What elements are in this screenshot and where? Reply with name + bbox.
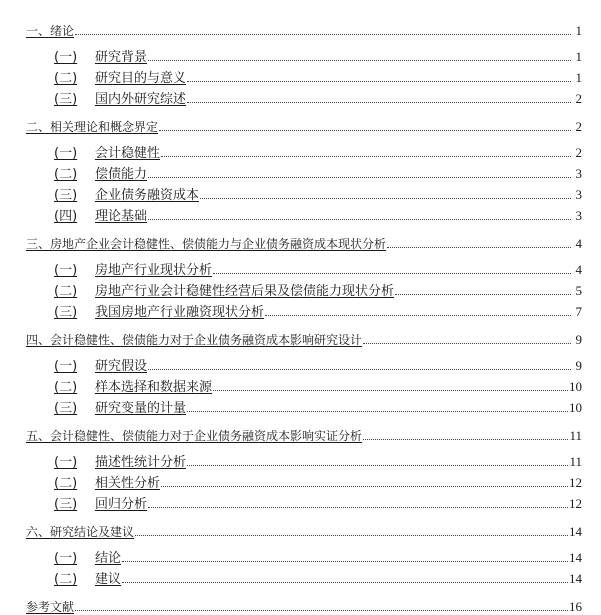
toc-section-title[interactable]: 研究变量的计量 [95,401,187,416]
toc-page-number: 4 [575,236,582,251]
toc-chapter-title[interactable]: 五、会计稳健性、偿债能力对于企业债务融资成本影响实证分析 [26,429,363,443]
toc-section-title[interactable]: 理论基础 [95,209,148,224]
toc-page-number: 5 [575,283,582,298]
toc-section-entry[interactable] [26,491,582,512]
toc-page-number: 14 [569,550,582,565]
toc-section-entry[interactable] [26,395,582,416]
toc-section-title[interactable]: 偿债能力 [95,167,148,182]
dot-leader [187,101,571,103]
toc-page-number: 9 [575,332,582,347]
toc-section-title[interactable]: 研究假设 [95,359,148,374]
toc-chapter-entry[interactable] [26,18,582,39]
toc-section-number[interactable]: (一) [54,455,78,470]
dot-leader [122,560,568,562]
toc-page-number: 14 [569,571,582,586]
toc-chapter-entry[interactable] [26,519,582,540]
toc-section-title[interactable]: 相关性分析 [95,476,161,491]
toc-page-number: 12 [569,496,582,511]
toc-section-number[interactable]: (一) [54,146,78,161]
dot-leader [200,197,571,199]
toc-chapter-entry[interactable] [26,423,582,444]
toc-section-title[interactable]: 房地产行业会计稳健性经营后果及偿债能力现状分析 [95,284,395,299]
dot-leader [148,218,571,220]
toc-section-title[interactable]: 回归分析 [95,497,148,512]
toc-chapter-entry[interactable] [26,327,582,348]
toc-section-title[interactable]: 国内外研究综述 [95,92,187,107]
dot-leader [265,314,571,316]
toc-section-entry[interactable] [26,374,582,395]
toc-section-entry[interactable] [26,299,582,320]
toc-section-number[interactable]: (二) [54,380,78,395]
toc-section-entry[interactable] [26,161,582,182]
toc-chapter-title[interactable]: 六、研究结论及建议 [26,525,135,539]
toc-section-title[interactable]: 建议 [95,572,122,587]
toc-section-number[interactable]: (三) [54,305,78,320]
toc-section-number[interactable]: (一) [54,50,78,65]
toc-section-number[interactable]: (二) [54,572,78,587]
toc-section-number[interactable]: (二) [54,284,78,299]
toc-chapter-entry[interactable] [26,231,582,252]
toc-section-entry[interactable] [26,44,582,65]
toc-page-number: 2 [575,119,582,134]
dot-leader [75,33,571,35]
toc-page-number: 1 [575,49,582,64]
toc-page-number: 1 [575,70,582,85]
toc-section-number[interactable]: (三) [54,401,78,416]
toc-page-number: 10 [569,379,582,394]
toc-section-entry[interactable] [26,65,582,86]
toc-section-title[interactable]: 会计稳健性 [95,146,161,161]
dot-leader [387,246,571,248]
toc-chapter-entry[interactable] [26,114,582,135]
toc-section-number[interactable]: (二) [54,71,78,86]
toc-chapter-title[interactable]: 一、绪论 [26,24,75,38]
dot-leader [159,129,571,131]
dot-leader [161,155,571,157]
toc-page-number: 2 [575,145,582,160]
dot-leader [148,176,571,178]
toc-chapter-title[interactable]: 二、相关理论和概念界定 [26,120,159,134]
toc-section-title[interactable]: 研究目的与意义 [95,71,187,86]
toc-section-entry[interactable] [26,449,582,470]
toc-section-title[interactable]: 样本选择和数据来源 [95,380,213,395]
dot-leader [135,534,568,536]
dot-leader [148,506,568,508]
toc-section-entry[interactable] [26,203,582,224]
toc-section-title[interactable]: 结论 [95,551,122,566]
toc-page-number: 9 [575,358,582,373]
dot-leader [213,272,571,274]
toc-section-number[interactable]: (三) [54,188,78,203]
toc-section-entry[interactable] [26,353,582,374]
toc-section-number[interactable]: (一) [54,263,78,278]
dot-leader [395,293,571,295]
table-of-contents [26,18,582,615]
toc-section-number[interactable]: (三) [54,92,78,107]
dot-leader [213,389,568,391]
toc-section-title[interactable]: 描述性统计分析 [95,455,187,470]
toc-section-title[interactable]: 研究背景 [95,50,148,65]
toc-chapter-title[interactable]: 三、房地产企业会计稳健性、偿债能力与企业债务融资成本现状分析 [26,237,387,251]
toc-page-number: 3 [575,166,582,181]
toc-section-number[interactable]: (四) [54,209,78,224]
dot-leader [187,410,568,412]
dot-leader [161,485,568,487]
toc-references-title[interactable]: 参考文献 [26,600,75,614]
toc-page-number: 10 [569,400,582,415]
toc-section-number[interactable]: (一) [54,551,78,566]
toc-page-number: 12 [569,475,582,490]
toc-section-entry[interactable] [26,278,582,299]
toc-page-number: 2 [575,91,582,106]
toc-chapter-title[interactable]: 四、会计稳健性、偿债能力对于企业债务融资成本影响研究设计 [26,333,363,347]
toc-references-entry[interactable] [26,594,582,615]
toc-section-entry[interactable] [26,545,582,566]
toc-page-number: 16 [569,599,582,614]
dot-leader [363,438,568,440]
toc-section-entry[interactable] [26,566,582,587]
toc-page-number: 11 [569,454,582,469]
toc-page-number: 3 [575,208,582,223]
dot-leader [148,59,571,61]
toc-section-entry[interactable] [26,86,582,107]
dot-leader [122,581,568,583]
toc-page-number: 7 [575,304,582,319]
toc-page-number: 3 [575,187,582,202]
toc-section-entry[interactable] [26,470,582,491]
dot-leader [75,609,568,611]
dot-leader [363,342,571,344]
toc-page-number: 1 [575,23,582,38]
dot-leader [187,464,568,466]
toc-section-entry[interactable] [26,182,582,203]
toc-page-number: 11 [569,428,582,443]
dot-leader [187,80,571,82]
dot-leader [148,368,571,370]
toc-section-number[interactable]: (二) [54,167,78,182]
toc-section-entry[interactable] [26,140,582,161]
toc-section-number[interactable]: (三) [54,497,78,512]
toc-page-number: 4 [575,262,582,277]
toc-section-number[interactable]: (一) [54,359,78,374]
toc-section-title[interactable]: 企业债务融资成本 [95,188,200,203]
toc-section-title[interactable]: 我国房地产行业融资现状分析 [95,305,265,320]
toc-section-number[interactable]: (二) [54,476,78,491]
toc-section-title[interactable]: 房地产行业现状分析 [95,263,213,278]
toc-section-entry[interactable] [26,257,582,278]
toc-page-number: 14 [569,524,582,539]
